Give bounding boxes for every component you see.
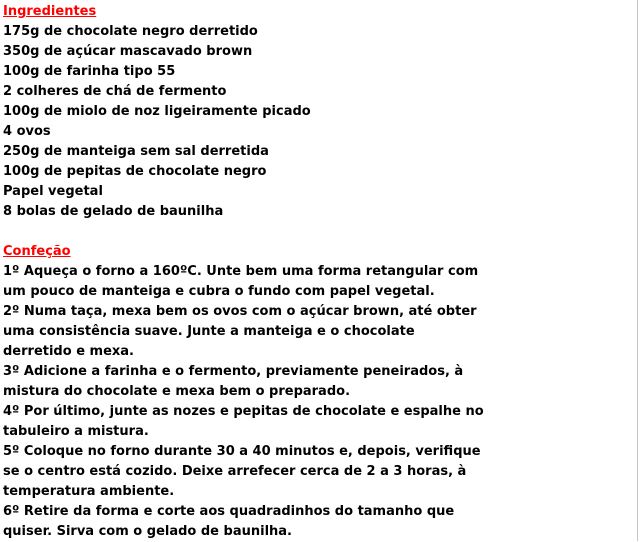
preparation-line: quiser. Sirva com o gelado de baunilha. <box>3 524 292 539</box>
preparation-line: um pouco de manteiga e cubra o fundo com papel vegetal. <box>3 284 435 299</box>
ingredient-item: 100g de pepitas de chocolate negro <box>3 164 267 179</box>
blank-line <box>3 222 635 242</box>
preparation-line: tabuleiro a mistura. <box>3 424 149 439</box>
ingredient-item: 250g de manteiga sem sal derretida <box>3 144 269 159</box>
ingredient-item: 100g de farinha tipo 55 <box>3 64 176 79</box>
ingredient-item: 8 bolas de gelado de baunilha <box>3 204 224 219</box>
preparation-heading: Confeção <box>3 244 71 259</box>
preparation-line: temperatura ambiente. <box>3 484 175 499</box>
ingredients-heading: Ingredientes <box>3 4 97 19</box>
ingredient-item: 4 ovos <box>3 124 51 139</box>
preparation-line: 1º Aqueça o forno a 160ºC. Unte bem uma forma retangular com <box>3 264 479 279</box>
ingredient-item: 100g de miolo de noz ligeiramente picado <box>3 104 311 119</box>
preparation-line: uma consistência suave. Junte a manteiga e o chocolate <box>3 324 415 339</box>
preparation-line: 4º Por último, junte as nozes e pepitas de chocolate e espalhe no <box>3 404 484 419</box>
recipe-text <box>3 2 635 542</box>
preparation-line: se o centro está cozido. Deixe arrefecer cerca de 2 a 3 horas, à <box>3 464 467 479</box>
ingredient-item: 175g de chocolate negro derretido <box>3 24 258 39</box>
preparation-line: mistura do chocolate e mexa bem o preparado. <box>3 384 351 399</box>
preparation-line: 5º Coloque no forno durante 30 a 40 minutos e, depois, verifique <box>3 444 481 459</box>
ingredient-item: Papel vegetal <box>3 184 103 199</box>
preparation-line: 6º Retire da forma e corte aos quadradinhos do tamanho que <box>3 504 455 519</box>
ingredient-item: 2 colheres de chá de fermento <box>3 84 227 99</box>
preparation-line: 2º Numa taça, mexa bem os ovos com o açúcar brown, até obter <box>3 304 477 319</box>
preparation-line: 3º Adicione a farinha e o fermento, previamente peneirados, à <box>3 364 464 379</box>
preparation-line: derretido e mexa. <box>3 344 134 359</box>
ingredient-item: 350g de açúcar mascavado brown <box>3 44 253 59</box>
